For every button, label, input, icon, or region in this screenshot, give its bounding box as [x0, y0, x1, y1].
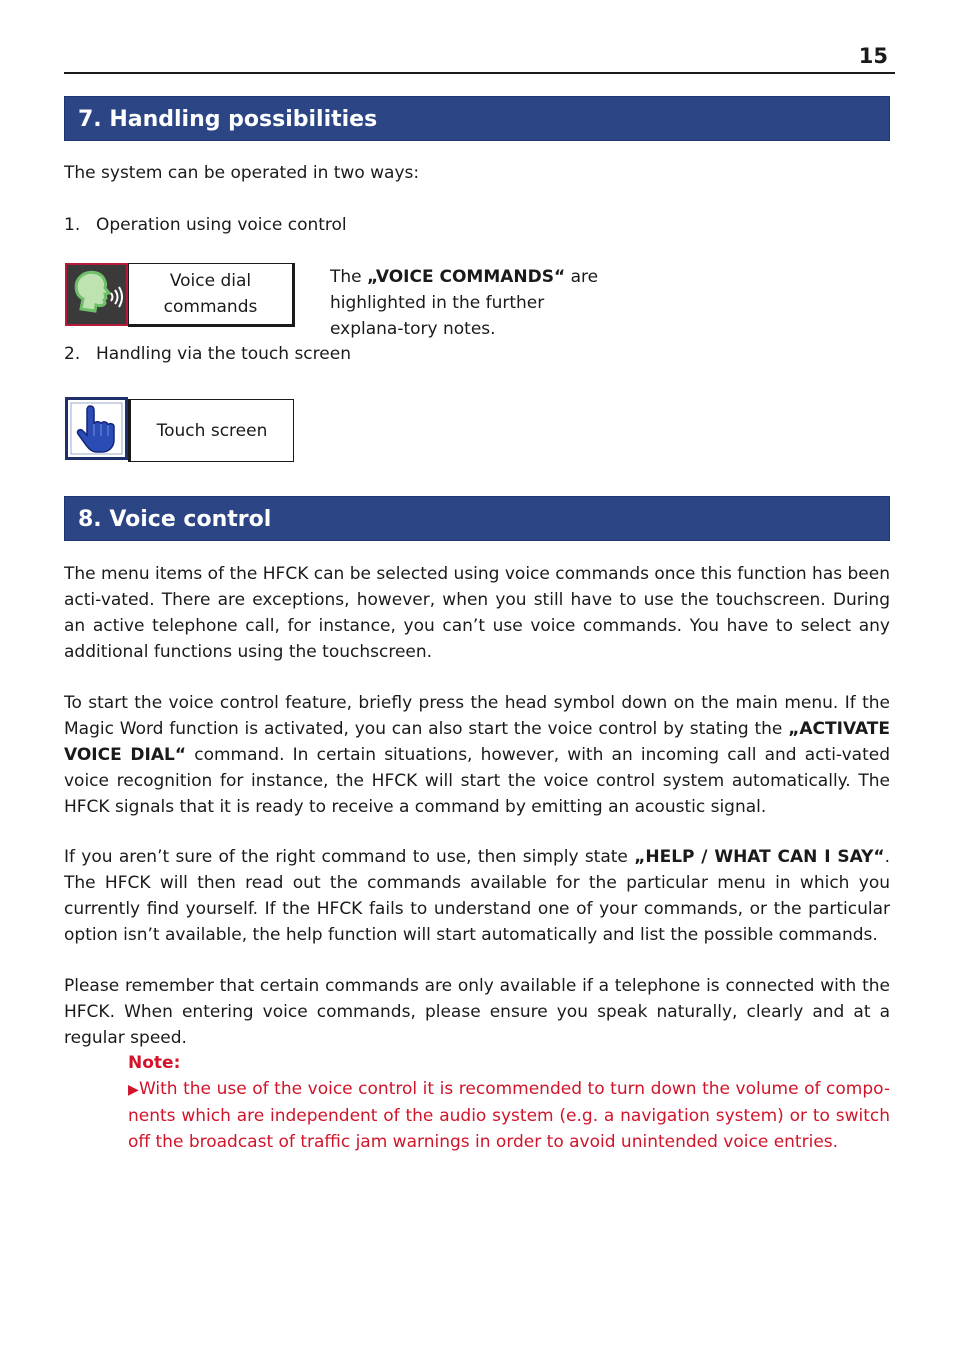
voice-control-paragraph-3 — [64, 844, 890, 948]
p3-bold: „HELP / WHAT CAN I SAY“ — [634, 847, 885, 867]
p2-pre: To start the voice control feature, briefly press the head symbol down on the main menu. If the Magic Word function is activated, you can also start the voice control by stating the — [64, 693, 890, 739]
top-rule — [64, 72, 895, 74]
list-item-voice — [64, 212, 347, 238]
note-title: Note: — [128, 1053, 181, 1073]
voice-dial-commands-label — [128, 263, 295, 327]
note-text — [128, 1076, 890, 1155]
voice-control-paragraph-1: The menu items of the HFCK can be selected using voice commands once this function has been acti-vated. There are exceptions, however, when you still have to use the touchscreen. During an active telephone call, for instance, you can’t use voice commands. You have to select any additional functions using the touchscreen. — [64, 564, 890, 662]
p3-pre: If you aren’t sure of the right command to use, then simply state — [64, 847, 635, 867]
list-item-touch — [64, 341, 351, 367]
p3-post: . The HFCK will then read out the commands available for the particular menu in which you currently find yourself. If the HFCK fails to understand one of your commands, or the particular option isn’t available, the help function will start automatically and list the possible commands. — [64, 847, 890, 945]
voice-note-bold: „VOICE COMMANDS“ — [367, 267, 566, 287]
touch-screen-icon — [65, 397, 128, 460]
section-7-header: 7. Handling possibilities — [64, 96, 890, 141]
voice-control-paragraph-4: Please remember that certain commands are only available if a telephone is connected with the HFCK. When entering voice commands, please ensure you speak naturally, clearly and at a regular speed. — [64, 976, 890, 1048]
note-text-body: With the use of the voice control it is recommended to turn down the volume of compo-nents which are independent of the audio system (e.g. a navigation system) or to switch off the broadcast of traffic jam warnings in order to avoid unintended voice entries. — [128, 1079, 890, 1152]
voice-commands-note — [330, 264, 615, 342]
list-item-text: Operation using voice control — [96, 215, 347, 235]
triangle-bullet-icon: ▶ — [128, 1082, 139, 1098]
voice-dial-icon — [65, 263, 128, 326]
list-number: 1. — [64, 215, 81, 235]
list-number: 2. — [64, 344, 81, 364]
p2-post: command. In certain situations, however, with an incoming call and acti-vated voice recognition for instance, the HFCK will start the voice control system automatically. The HFCK signals that it is ready to receive a command by emitting an acoustic signal. — [64, 745, 890, 817]
voice-note-pre: The — [330, 267, 368, 287]
voice-control-paragraph-2 — [64, 690, 890, 820]
p2-bold: „ACTIVATE VOICE DIAL“ — [64, 719, 890, 765]
section-8-header: 8. Voice control — [64, 496, 890, 541]
page-number: 15 — [858, 44, 888, 68]
list-item-text: Handling via the touch screen — [96, 344, 351, 364]
voice-dial-commands-text: Voice dial commands — [163, 271, 258, 317]
note-block — [128, 1050, 890, 1155]
section-7-intro: The system can be operated in two ways: — [64, 163, 420, 183]
touch-screen-label: Touch screen — [128, 399, 294, 462]
voice-note-post: are highlighted in the further explana-tory notes. — [330, 267, 599, 339]
